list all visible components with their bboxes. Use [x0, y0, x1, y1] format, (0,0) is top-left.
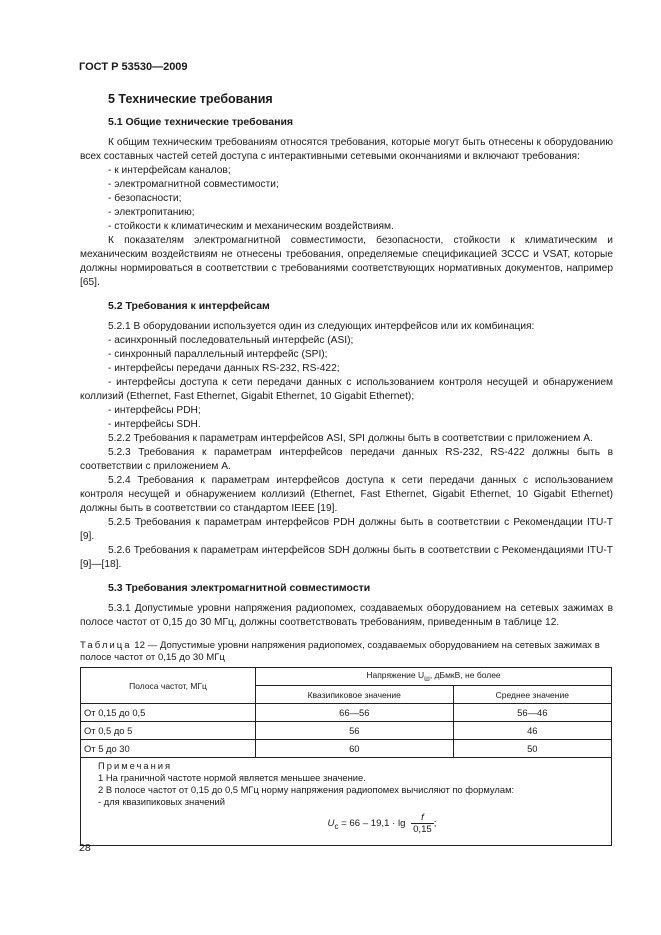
list-item: - асинхронный последовательный интерфейс (ASI);: [108, 335, 354, 346]
section-5-title: 5 Технические требования: [108, 92, 273, 106]
table-notes-row: [81, 758, 612, 846]
col-header-voltage-sub: ш: [424, 674, 430, 683]
list-item: - электропитанию;: [108, 207, 195, 218]
formula-lhs-sub: c: [334, 821, 339, 831]
list-item: - стойкости к климатическим и механическим воздействиям.: [108, 221, 394, 232]
table-row: [81, 704, 612, 722]
table-header-row: [81, 668, 612, 686]
cell-qp: 56: [256, 722, 454, 740]
table-caption-text: 12 — Допустимые уровни напряжения радиопомех, создаваемых оборудованием на сетевых зажимах в полосе частот от 0,15 до 30 МГц: [80, 640, 600, 663]
section-5-3-title: 5.3 Требования электромагнитной совместимости: [108, 582, 371, 594]
col-header-voltage: [256, 668, 612, 686]
cell-avg: 46: [453, 722, 611, 740]
note: 1 На граничной частоте нормой является меньшее значение.: [98, 772, 366, 783]
paragraph: К общим техническим требованиям относятся требования, которые могут быть отнесены к оборудованию всех составных частей сетей доступа с интерактивными сетевыми окончаниями и включают требования:: [80, 137, 613, 162]
document-header: ГОСТ Р 53530—2009: [79, 61, 188, 73]
paragraph: 5.2.3 Требования к параметрам интерфейсов передачи данных RS-232, RS-422 должны быть в соответствии с приложением А.: [80, 447, 613, 472]
cell-band: От 0,5 до 5: [81, 722, 256, 740]
paragraph: К показателям электромагнитной совместимости, безопасности, стойкости к климатическим и механическим воздействиям не отнесены требования, определяемые спецификацией ЗССС и VSAT, которые должны нормироваться в соответствии с требованиями соответствующих нормативных документов, например [65].: [80, 235, 613, 288]
formula-end: ;: [433, 818, 437, 830]
section-5-2-title: 5.2 Требования к интерфейсам: [108, 300, 270, 312]
table-caption-label: Таблица: [80, 640, 132, 651]
cell-band: От 5 до 30: [81, 740, 256, 758]
paragraph: 5.2.2 Требования к параметрам интерфейсов ASI, SPI должны быть в соответствии с приложением А.: [108, 433, 593, 444]
list-item: - интерфейсы SDH.: [108, 419, 201, 430]
paragraph: 5.3.1 Допустимые уровни напряжения радиопомех, создаваемых оборудованием на сетевых зажимах в полосе частот от 0,15 до 30 МГц, должны соответствовать требованиям, приведенным в таблице 12.: [80, 603, 613, 628]
note: 2 В полосе частот от 0,15 до 0,5 МГц норму напряжения радиопомех вычисляют по формулам:: [98, 784, 515, 795]
list-item: - синхронный параллельный интерфейс (SPI);: [108, 349, 328, 360]
table-12: [80, 667, 612, 846]
list-item: - электромагнитной совместимости;: [108, 179, 279, 190]
list-item: - к интерфейсам каналов;: [108, 165, 231, 176]
list-item: - интерфейсы PDH;: [108, 405, 201, 416]
paragraph: 5.2.6 Требования к параметрам интерфейсов SDH должны быть в соответствии с Рекомендациями ITU-T [9]—[18].: [80, 545, 613, 570]
table-caption: [80, 640, 613, 664]
formula-denominator: 0,15: [413, 824, 432, 835]
cell-qp: 66—56: [256, 704, 454, 722]
cell-band: От 0,15 до 0,5: [81, 704, 256, 722]
formula-fraction: [411, 812, 434, 835]
col-header-band: Полоса частот, МГц: [81, 668, 256, 704]
notes-title: Примечания: [98, 760, 173, 771]
table-row: [81, 722, 612, 740]
formula-numerator: f: [411, 812, 434, 824]
paragraph: 5.2.1 В оборудовании используется один из следующих интерфейсов или их комбинация:: [108, 321, 535, 332]
formula-mid: = 66 – 19,1 · lg: [338, 818, 409, 830]
cell-avg: 50: [453, 740, 611, 758]
col-header-avg: Среднее значение: [453, 686, 611, 704]
col-header-voltage-unit: , дБмкВ, не более: [429, 670, 501, 681]
paragraph: 5.2.4 Требования к параметрам интерфейсов доступа к сети передачи данных с использованием контроля несущей и обнаружением коллизий (Ethernet, Fast Ethernet, Gigabit Ethernet, 10 Gigabit Ethernet) должны быть в соответствии со стандартом IEEE [19].: [80, 475, 613, 514]
section-5-1-title: 5.1 Общие технические требования: [108, 116, 294, 128]
formula-lhs: U: [327, 818, 335, 830]
table-notes-cell: [81, 758, 612, 846]
list-item: - интерфейсы передачи данных RS-232, RS-422;: [108, 363, 340, 374]
list-item: - интерфейсы доступа к сети передачи данных с использованием контроля несущей и обнаружением коллизий (Ethernet, Fast Ethernet, Gigabit Ethernet, 10 Gigabit Ethernet);: [80, 377, 613, 402]
formula: [98, 808, 608, 841]
note: - для квазипиковых значений: [98, 796, 225, 807]
table-row: [81, 740, 612, 758]
table-notes: [81, 758, 611, 845]
paragraph: 5.2.5 Требования к параметрам интерфейсов PDH должны быть в соответствии с Рекомендации ITU-T [9].: [80, 517, 613, 542]
cell-qp: 60: [256, 740, 454, 758]
page-content: [80, 92, 613, 846]
list-item: - безопасности;: [108, 193, 182, 204]
col-header-qp: Квазипиковое значение: [256, 686, 454, 704]
page-number: 28: [79, 842, 91, 854]
cell-avg: 56—46: [453, 704, 611, 722]
col-header-voltage-text: Напряжение U: [366, 670, 425, 681]
